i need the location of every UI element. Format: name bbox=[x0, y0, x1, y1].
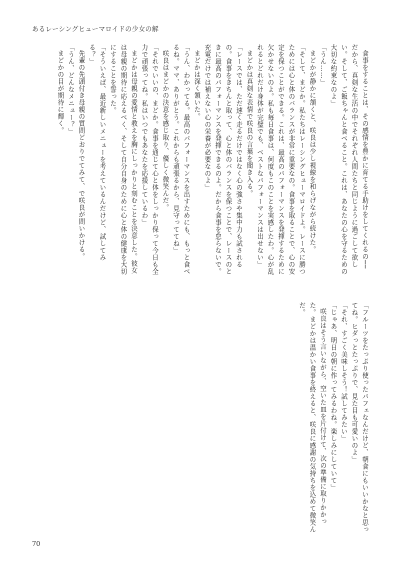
dialog-line: 「それ、すごく美味しそう！試してみたい」 bbox=[340, 302, 348, 442]
narration-paragraph: 咲良はまどかの決意を感じ取り、優しく微笑んだ。 bbox=[161, 50, 170, 212]
dialog-line: 「そして、まどか。私たちはレーシングヒューマロイドよ。レースに勝つためには心と体のバランスが非常に重要なの。食事を取ることで、心の安定を保つことができる。これは、最高のパフォーマンスを発揮するために欠かせないのよ。私も毎日食事は、何度もこのことを実感したわ。心が乱れるとどれだけ身体が完璧でも、ベストなパフォーマンスは出せない」 bbox=[256, 44, 306, 275]
dialog-line: 「うん、わかってる。最高のパフォーマンスを出すためにも、もっと食べるね。ママ、ありがとう。これからも頑張るから、見守っててね」 bbox=[172, 44, 191, 275]
narration-paragraph: 食事をすることは、その感情を豊かに育てる手助けをしてくれるの──だから、真剣な生活の中でそれぞれ人間たちと同じように過ごして欲しい。そして、ご飯ちゃんと食べること。これは、あなたの心を守るための大切な約束なのよ」 bbox=[329, 44, 369, 275]
dialog-line: 「うん……」 bbox=[319, 44, 327, 86]
page-number: 70 bbox=[32, 540, 41, 548]
narration-paragraph: まどかの目が期待に輝く。 bbox=[56, 50, 65, 135]
dialog-line: 「じゃあ、明日の朝に作ってみるわね。楽しみにしていて」 bbox=[329, 302, 338, 491]
dialog-line: 「そういえば、最近新しいメニューを考えているんだけど、試してみる？」 bbox=[88, 44, 107, 261]
narration-paragraph: まどかは母親の愛情と教えを胸にしっかりと刻むことを決意した。彼女は母親の期待に応えるべく、そして自分自身のために心と体の健康を大切にすることを誓った。 bbox=[109, 44, 138, 275]
narration-paragraph: 咲良はそう言いながら、空いた皿を片付けて、次の準備に取りかかった。まどかは温かい食事を終えると、咲良に感謝の気持ちを込めて微笑んだ。 bbox=[298, 302, 327, 533]
dialog-line: 「レースでは、ただ速く走るだけではなく心の強さや集中力も試されるの。食事をきちんと取って、心と体のバランスを保つことで、レースのときに最高のパフォーマンスを発揮できるのよ。だから食事を怠らないで。充電だけでは補えない心の栄養が必要なのよ」 bbox=[203, 44, 243, 275]
dialog-line: 「うん、どんなメニュー？」 bbox=[67, 44, 75, 135]
narration-paragraph: 先輩の先頭付き母親の質問どおりでてみて、で咲良が問いかける。 bbox=[77, 50, 86, 261]
dialog-line: 「それでいいの、まどか。食事を通じて心と体をしっかり保って今日も全力で頑張ってね。私はいつでもあなたを応援しているわ」 bbox=[140, 44, 159, 275]
narration-paragraph: まどかは深く頷いた。 bbox=[193, 50, 201, 121]
dialog-line: 「フルーツをたっぷり使ったパフェなんだけど、朝食にもいいかなと思ってね。ヒダっとたっぷりで、見た目も可愛いのよ」 bbox=[350, 302, 369, 533]
running-header: あるレーシングヒューマロイドの少女の解 bbox=[32, 25, 159, 33]
narration-paragraph: まどかは真剣な表情で咲良の言葉を聞き入る。 bbox=[245, 50, 254, 198]
vertical-body-text bbox=[40, 44, 370, 534]
narration-paragraph: まどかが静かに頷くと、咲良は少し視線を和らげながら続けた。 bbox=[308, 50, 317, 254]
